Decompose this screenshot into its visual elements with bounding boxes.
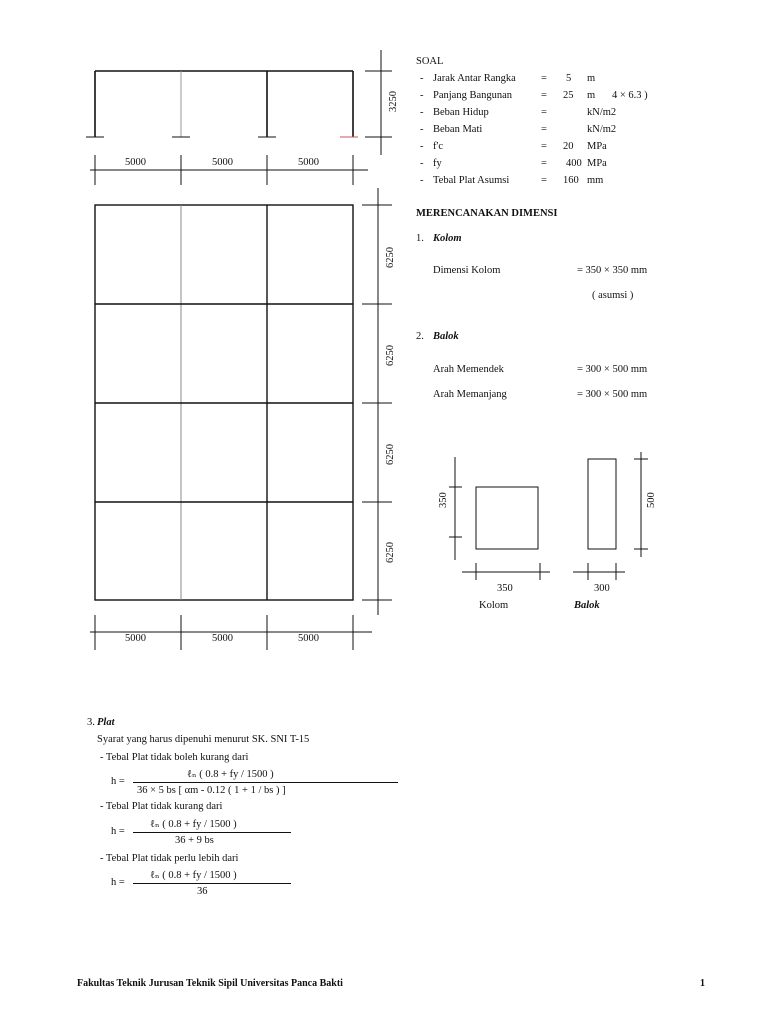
balok-row-value: = 300 × 500 mm: [577, 389, 648, 400]
formula-denominator: 36 × 5 bs [ αm - 0.12 ( 1 + 1 / bs ) ]: [137, 785, 286, 796]
formula-denominator: 36 + 9 bs: [175, 835, 214, 846]
fraction-bar: [133, 883, 291, 884]
soal-eq: =: [541, 175, 547, 186]
elevation-height-dim: 3250: [388, 91, 399, 112]
kolom-section: [449, 457, 550, 580]
soal-label: f'c: [433, 141, 444, 152]
kolom-height-dim: 350: [438, 492, 449, 508]
page-number: 1: [700, 978, 705, 989]
plat-title: Plat: [97, 717, 115, 728]
plat-condition-text: - Tebal Plat tidak kurang dari: [100, 801, 223, 812]
floor-plan-grid: [90, 188, 392, 650]
formula-numerator: ℓₙ ( 0.8 + fy / 1500 ): [187, 769, 274, 780]
soal-eq: =: [541, 90, 547, 101]
formula-lhs: h =: [111, 776, 125, 787]
soal-value: 160: [563, 175, 579, 186]
formula-lhs: h =: [111, 826, 125, 837]
formula-lhs: h =: [111, 877, 125, 888]
soal-unit: m: [587, 90, 596, 101]
plan-span-y-4: 6250: [385, 542, 396, 563]
soal-eq: =: [541, 107, 547, 118]
soal-value: 5: [566, 73, 572, 84]
plat-intro: Syarat yang harus dipenuhi menurut SK. SNI T-15: [97, 734, 310, 745]
soal-heading: SOAL: [416, 56, 444, 67]
balok-height-dim: 500: [646, 492, 657, 508]
soal-unit: kN/m2: [587, 107, 617, 118]
plan-span-y-2: 6250: [385, 345, 396, 366]
soal-unit: MPa: [587, 158, 607, 169]
footer-institution: Fakultas Teknik Jurusan Teknik Sipil Universitas Panca Bakti: [77, 978, 343, 989]
soal-eq: =: [541, 73, 547, 84]
soal-eq: =: [541, 141, 547, 152]
plan-span-x-2: 5000: [212, 633, 233, 644]
soal-eq: =: [541, 158, 547, 169]
balok-width-dim: 300: [594, 583, 610, 594]
soal-value: 25: [563, 90, 574, 101]
elevation-span-dim-1: 5000: [125, 157, 146, 168]
soal-unit: kN/m2: [587, 124, 617, 135]
formula-numerator: ℓₙ ( 0.8 + fy / 1500 ): [150, 819, 237, 830]
soal-value: 400: [566, 158, 582, 169]
kolom-caption: Kolom: [479, 600, 509, 611]
plan-span-x-1: 5000: [125, 633, 146, 644]
soal-label: Jarak Antar Rangka: [433, 73, 516, 84]
soal-label: Beban Hidup: [433, 107, 489, 118]
soal-label: Panjang Bangunan: [433, 90, 513, 101]
soal-unit: MPa: [587, 141, 607, 152]
balok-section: [573, 452, 648, 580]
soal-extra: 4 × 6.3 ): [612, 90, 648, 101]
formula-numerator: ℓₙ ( 0.8 + fy / 1500 ): [150, 870, 237, 881]
elevation-span-dim-3: 5000: [298, 157, 319, 168]
soal-label: Beban Mati: [433, 124, 483, 135]
soal-value: 20: [563, 141, 574, 152]
plat-condition-text: - Tebal Plat tidak boleh kurang dari: [100, 752, 249, 763]
kolom-label: Dimensi Kolom: [433, 265, 501, 276]
soal-eq: =: [541, 124, 547, 135]
soal-unit: m: [587, 73, 596, 84]
balok-number: 2.: [416, 331, 424, 342]
plan-span-y-1: 6250: [385, 247, 396, 268]
kolom-number: 1.: [416, 233, 424, 244]
balok-row-label: Arah Memanjang: [433, 389, 507, 400]
plan-span-x-3: 5000: [298, 633, 319, 644]
balok-caption: Balok: [574, 600, 600, 611]
fraction-bar: [133, 832, 291, 833]
elevation-span-dim-2: 5000: [212, 157, 233, 168]
kolom-width-dim: 350: [497, 583, 513, 594]
balok-row-value: = 300 × 500 mm: [577, 364, 648, 375]
plat-number: 3.: [87, 717, 95, 728]
formula-denominator: 36: [197, 886, 208, 897]
plan-span-y-3: 6250: [385, 444, 396, 465]
dimensi-heading: MERENCANAKAN DIMENSI: [416, 208, 558, 219]
soal-label: Tebal Plat Asumsi: [433, 175, 510, 186]
soal-label: fy: [433, 158, 442, 169]
plat-condition-text: - Tebal Plat tidak perlu lebih dari: [100, 853, 239, 864]
balok-row-label: Arah Memendek: [433, 364, 504, 375]
kolom-value: = 350 × 350 mm: [577, 265, 648, 276]
fraction-bar: [133, 782, 398, 783]
soal-unit: mm: [587, 175, 604, 186]
kolom-title: Kolom: [433, 233, 462, 244]
kolom-note: ( asumsi ): [592, 290, 634, 301]
balok-title: Balok: [433, 331, 459, 342]
